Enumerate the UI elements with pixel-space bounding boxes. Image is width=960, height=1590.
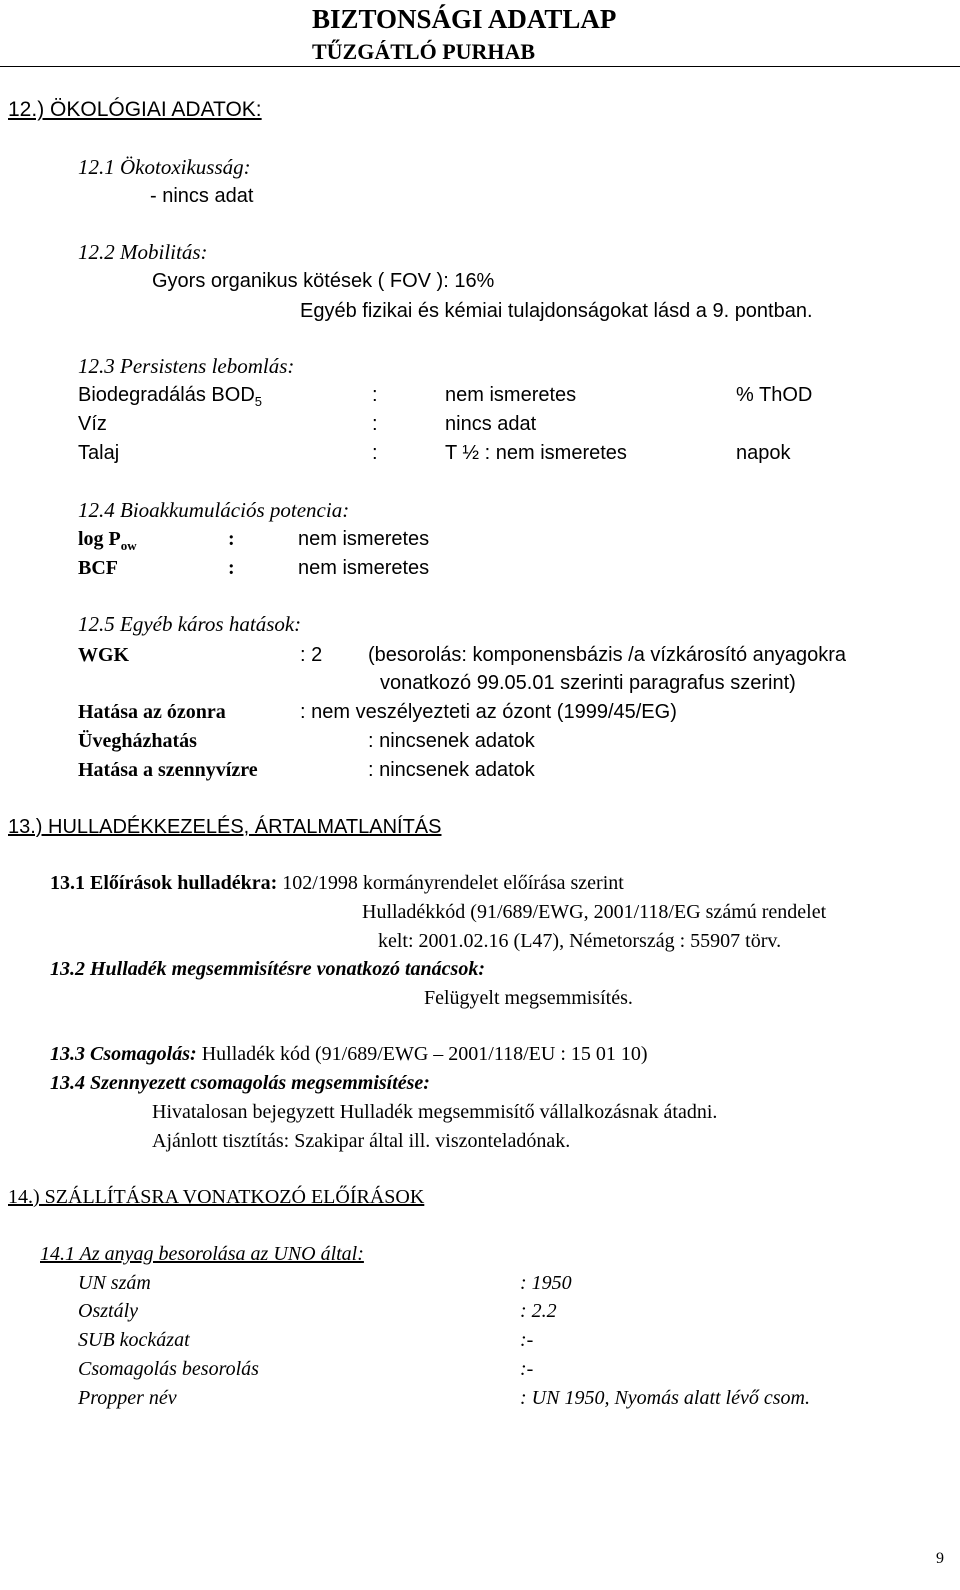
persistence-label: Talaj (78, 442, 120, 464)
contaminated-packaging-label: 13.4 Szennyezett csomagolás megsemmisítése: (50, 1072, 430, 1094)
bioacc-row-logpow (78, 528, 137, 554)
disposal-advice-label: 13.2 Hulladék megsemmisítésre vonatkozó tanácsok: (50, 958, 485, 980)
waste-rules-row (50, 872, 624, 895)
packaging-text: Hulladék kód (91/689/EWG – 2001/118/EU : 15 01 10) (196, 1043, 648, 1065)
header-rule (0, 66, 960, 67)
ecotox-title: 12.1 Ökotoxikusság: (78, 155, 251, 179)
document-title: BIZTONSÁGI ADATLAP (312, 4, 617, 34)
transport-label: UN szám (78, 1272, 151, 1294)
bioacc-value: nem ismeretes (298, 557, 430, 579)
bioacc-label: BCF (78, 557, 118, 579)
ozone-value: : nem veszélyezteti az ózont (1999/45/EG) (300, 701, 677, 723)
bioacc-title: 12.4 Bioakkumulációs potencia: (78, 498, 350, 522)
waste-rules-text: 102/1998 kormányrendelet előírása szerint (277, 872, 624, 894)
contaminated-packaging-line2: Ajánlott tisztítás: Szakipar által ill. viszonteladónak. (152, 1130, 571, 1152)
mobility-line2: Egyéb fizikai és kémiai tulajdonságokat lásd a 9. pontban. (300, 300, 813, 322)
wastewater-label: Hatása a szennyvízre (78, 759, 258, 781)
persistence-sep: : (372, 442, 378, 464)
wgk-note-line2: vonatkozó 99.05.01 szerinti paragrafus szerint) (380, 672, 796, 694)
document-subtitle: TŰZGÁTLÓ PURHAB (312, 39, 536, 64)
contaminated-packaging-line1: Hivatalosan bejegyzett Hulladék megsemmisítő vállalkozásnak átadni. (152, 1101, 718, 1123)
ecotox-value: - nincs adat (150, 185, 254, 207)
mobility-title: 12.2 Mobilitás: (78, 240, 208, 264)
bioacc-label: log P (78, 528, 121, 550)
transport-value: :- (520, 1358, 534, 1380)
persistence-sep: : (372, 384, 378, 406)
bioacc-value: nem ismeretes (298, 528, 430, 550)
bioacc-sep: : (228, 528, 235, 550)
other-effects-title: 12.5 Egyéb káros hatások: (78, 612, 302, 636)
greenhouse-label: Üvegházhatás (78, 730, 197, 752)
waste-rules-label: 13.1 Előírások hulladékra: (50, 872, 278, 894)
transport-label: Osztály (78, 1300, 138, 1322)
transport-value: : 2.2 (520, 1300, 557, 1322)
wastewater-value: : nincsenek adatok (368, 759, 535, 781)
greenhouse-value: : nincsenek adatok (368, 730, 535, 752)
transport-value: : UN 1950, Nyomás alatt lévő csom. (520, 1387, 810, 1409)
disposal-advice-text: Felügyelt megsemmisítés. (424, 987, 633, 1009)
persistence-value: nem ismeretes (445, 384, 577, 406)
wgk-label: WGK (78, 644, 130, 666)
persistence-row-bod (78, 384, 262, 409)
uno-classification-title: 14.1 Az anyag besorolása az UNO által: (40, 1243, 364, 1265)
persistence-value: T ½ : nem ismeretes (445, 442, 627, 464)
section-14-heading: 14.) SZÁLLÍTÁSRA VONATKOZÓ ELŐÍRÁSOK (8, 1186, 425, 1208)
persistence-unit: % ThOD (736, 384, 813, 406)
bioacc-sep: : (228, 557, 235, 579)
section-13-heading: 13.) HULLADÉKKEZELÉS, ÁRTALMATLANÍTÁS (8, 816, 442, 838)
waste-code-line: Hulladékkód (91/689/EWG, 2001/118/EG számú rendelet (362, 901, 827, 923)
persistence-sub: 5 (254, 394, 263, 409)
persistence-unit: napok (736, 442, 791, 464)
waste-code-date: kelt: 2001.02.16 (L47), Németország : 55907 törv. (378, 930, 782, 952)
persistence-label: Biodegradálás BOD (78, 384, 255, 406)
wgk-note-line1: (besorolás: komponensbázis /a vízkárosító anyagokra (368, 644, 847, 666)
transport-label: Csomagolás besorolás (78, 1358, 259, 1380)
mobility-line1: Gyors organikus kötések ( FOV ): 16% (152, 270, 495, 292)
persistence-sep: : (372, 413, 378, 435)
transport-value: : 1950 (520, 1272, 572, 1294)
packaging-row (50, 1043, 648, 1066)
persistence-value: nincs adat (445, 413, 537, 435)
transport-value: :- (520, 1329, 534, 1351)
bioacc-sub: ow (120, 538, 137, 553)
ozone-label: Hatása az ózonra (78, 701, 226, 723)
section-12-heading: 12.) ÖKOLÓGIAI ADATOK: (8, 98, 262, 121)
transport-label: Propper név (78, 1387, 177, 1409)
wgk-value: : 2 (300, 644, 323, 666)
page-number: 9 (936, 1550, 944, 1567)
persistence-title: 12.3 Persistens lebomlás: (78, 354, 295, 378)
transport-label: SUB kockázat (78, 1329, 190, 1351)
packaging-label: 13.3 Csomagolás: (50, 1043, 197, 1065)
persistence-label: Víz (78, 413, 107, 435)
